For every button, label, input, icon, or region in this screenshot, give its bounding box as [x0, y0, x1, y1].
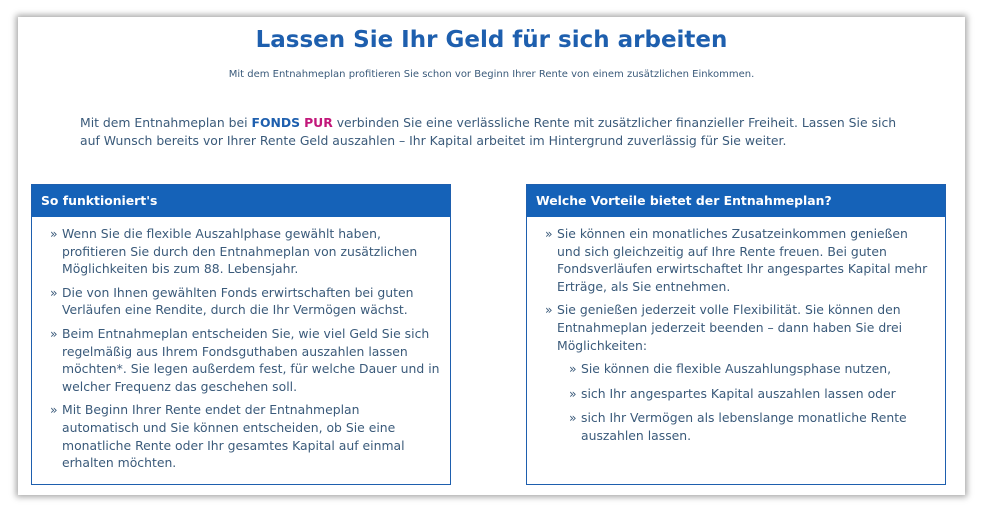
bullet-icon: »	[569, 361, 577, 377]
sub-list-item-text: sich Ihr angespartes Kapital auszahlen lassen oder	[581, 385, 896, 401]
page-title: Lassen Sie Ihr Geld für sich arbeiten	[255, 27, 728, 53]
list-item	[547, 225, 935, 295]
benefits-heading: Welche Vorteile bietet der Entnahmeplan?	[527, 185, 945, 217]
bullet-icon: »	[545, 302, 553, 318]
list-item-text: Mit Beginn Ihrer Rente endet der Entnahmeplan automatisch und Sie können entscheiden, ob Sie eine monatliche Rente oder Ihr gesamtes Kapital auf einmal erhalten möchten.	[62, 402, 405, 471]
list-item-text: Beim Entnahmeplan entscheiden Sie, wie viel Geld Sie sich regelmäßig aus Ihrem Fondsguthaben auszahlen lassen möchten*. Sie legen außerdem fest, für welche Dauer und in welcher Frequenz das geschehen soll.	[62, 325, 440, 394]
sub-list-item-text: Sie können die flexible Auszahlungsphase nutzen,	[581, 361, 892, 377]
sub-list-item	[571, 409, 935, 444]
list-item-text: Sie genießen jederzeit volle Flexibilität. Sie können den Entnahmeplan jederzeit beenden – dann haben Sie drei Möglichkeiten:	[557, 302, 903, 353]
list-item-text: Die von Ihnen gewählten Fonds erwirtschaften bei guten Verläufen eine Rendite, durch die Ihr Vermögen wächst.	[62, 284, 414, 318]
bullet-icon: »	[50, 284, 58, 300]
how-it-works-box	[31, 184, 451, 485]
list-item	[52, 325, 440, 395]
list-item	[52, 284, 440, 319]
bullet-icon: »	[545, 226, 553, 241]
brand-pur: PUR	[304, 115, 333, 130]
list-item-text: Sie können ein monatliches Zusatzeinkommen genießen und sich gleichzeitig auf Ihre Rente freuen. Bei guten Fondsverläufen erwirtschaftet Ihr angespartes Kapital mehr Erträge, als Sie entnehmen.	[557, 226, 928, 294]
list-item-text: Wenn Sie die flexible Auszahlphase gewählt haben, profitieren Sie durch den Entnahmeplan von zusätzlichen Möglichkeiten bis zum 88. Lebensjahr.	[62, 226, 418, 277]
bullet-icon: »	[50, 226, 58, 241]
bullet-icon: »	[569, 385, 577, 401]
page-subtitle: Mit dem Entnahmeplan profitieren Sie schon vor Beginn Ihrer Rente von einem zusätzlichen Einkommen.	[228, 69, 755, 80]
list-item	[52, 225, 440, 278]
content-panel	[18, 17, 965, 495]
bullet-icon: »	[569, 410, 577, 426]
bullet-icon: »	[50, 325, 58, 341]
brand-fonds: FONDS	[251, 115, 301, 130]
list-item	[547, 301, 935, 354]
how-it-works-heading: So funktioniert's	[32, 185, 450, 217]
bullet-icon: »	[50, 402, 58, 418]
how-it-works-list	[32, 217, 450, 472]
sub-list-item	[571, 360, 935, 378]
benefits-list	[527, 217, 945, 445]
benefits-box	[526, 184, 946, 485]
sub-list-item	[571, 385, 935, 403]
intro-paragraph	[80, 114, 900, 150]
list-item	[52, 401, 440, 471]
sub-list-item-text: sich Ihr Vermögen als lebenslange monatliche Rente auszahlen lassen.	[581, 410, 907, 443]
intro-text-start: Mit dem Entnahmeplan bei	[80, 115, 252, 130]
intro-text-end: verbinden Sie eine verlässliche Rente mit zusätzlicher finanzieller Freiheit. Lassen Sie sich auf Wunsch bereits vor Ihrer Rente Geld auszahlen – Ihr Kapital arbeitet im Hintergrund zuverlässig für Sie weiter.	[80, 115, 897, 148]
